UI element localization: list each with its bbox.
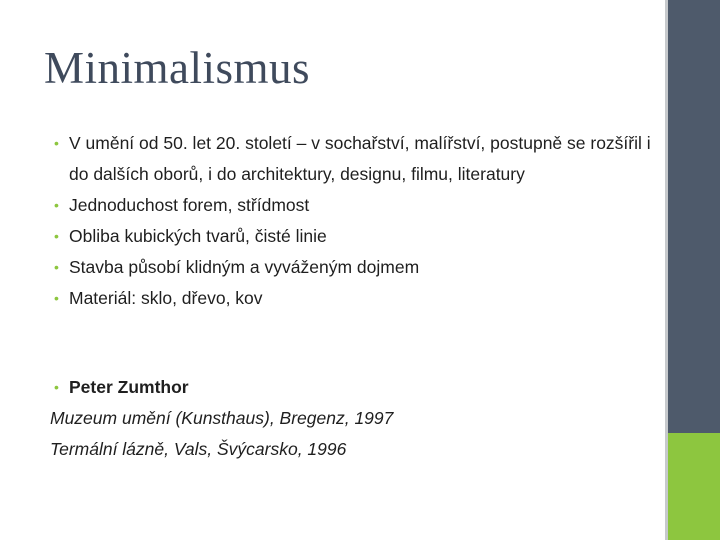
bullet-text: Jednoduchost forem, střídmost (69, 195, 310, 215)
bullet-item (54, 128, 654, 190)
bullet-text: Obliba kubických tvarů, čisté linie (69, 226, 327, 246)
work-item: Muzeum umění (Kunsthaus), Bregenz, 1997 (50, 408, 394, 428)
bullet-item (54, 252, 654, 283)
works-list (50, 403, 393, 465)
slide-title: Minimalismus (44, 43, 311, 93)
bullet-list (54, 128, 654, 314)
bullet-icon: • (54, 135, 59, 151)
architect-name (54, 372, 189, 403)
bullet-icon: • (54, 379, 59, 395)
bullet-item (54, 190, 654, 221)
architect-name-text: Peter Zumthor (69, 377, 189, 397)
bullet-icon: • (54, 197, 59, 213)
bullet-icon: • (54, 290, 59, 306)
bullet-item (54, 221, 654, 252)
work-item: Termální lázně, Vals, Švýcarsko, 1996 (50, 439, 347, 459)
sidebar-accent-block (668, 433, 720, 540)
bullet-text: Stavba působí klidným a vyváženým dojmem (69, 257, 420, 277)
bullet-item (54, 283, 654, 314)
bullet-text: Materiál: sklo, dřevo, kov (69, 288, 263, 308)
slide-content (54, 128, 654, 314)
bullet-icon: • (54, 228, 59, 244)
bullet-icon: • (54, 259, 59, 275)
bullet-text: V umění od 50. let 20. století – v sochařství, malířství, postupně se rozšířil i do dalších oborů, i do architektury, designu, filmu, literatury (69, 133, 651, 184)
